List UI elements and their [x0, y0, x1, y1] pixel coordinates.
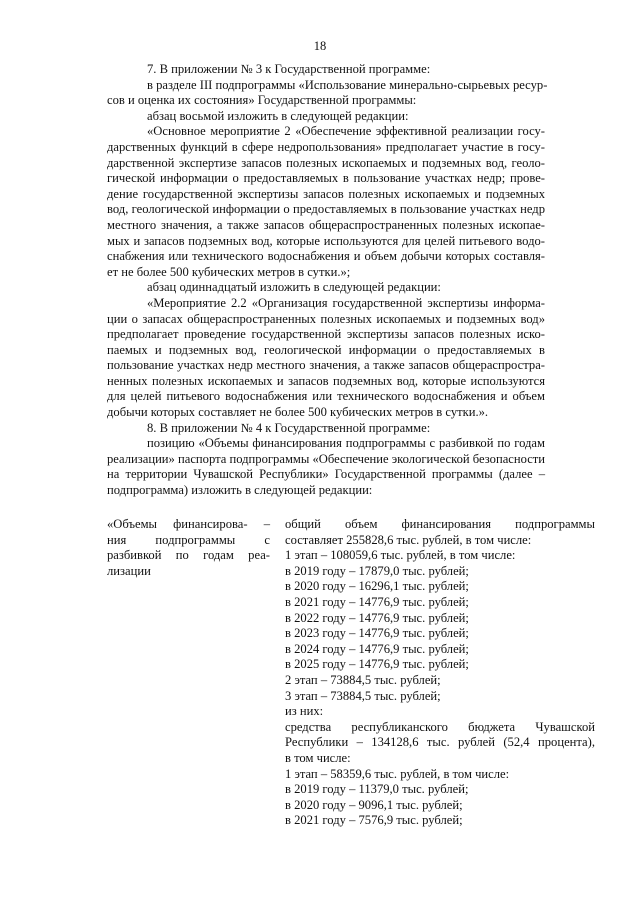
body-line: «Мероприятие 2.2 «Организация государственной экспертизы информа-: [147, 295, 545, 310]
table-value-line: составляет 255828,6 тыс. рублей, в том числе:: [285, 532, 532, 547]
table-value-line: в том числе:: [285, 750, 351, 765]
financing-table-value-column: [285, 517, 595, 829]
body-line: дарственных функций в сфере недропользования» предполагает участие в госу-: [107, 139, 545, 154]
body-line: паемых и подземных вод, геологической информации о предоставляемых в: [107, 342, 545, 357]
table-label-line: «Объемы финансирова- –: [107, 517, 270, 531]
body-line: для целей питьевого водоснабжения или технического водоснабжения и объем: [107, 389, 545, 404]
body-line: абзац восьмой изложить в следующей редакции:: [147, 108, 409, 123]
table-value-line: 1 этап – 108059,6 тыс. рублей, в том числе:: [285, 548, 516, 563]
table-value-line: в 2022 году – 14776,9 тыс. рублей;: [285, 610, 469, 625]
body-line: «Основное мероприятие 2 «Обеспечение эффективной реализации госу-: [147, 124, 545, 139]
table-value-line: в 2019 году – 17879,0 тыс. рублей;: [285, 563, 469, 578]
table-value-line: в 2021 году – 7576,9 тыс. рублей;: [285, 813, 463, 828]
body-line: дарственной экспертизе запасов полезных ископаемых и подземных вод, геоло-: [107, 155, 545, 170]
page-number: 18: [313, 39, 327, 53]
body-line: добычи которых составляет не более 500 кубических метров в сутки.».: [107, 405, 489, 420]
body-line: 8. В приложении № 4 к Государственной программе:: [147, 420, 431, 435]
body-line: дение государственной экспертизы запасов полезных ископаемых и подземных: [107, 186, 545, 201]
table-value-line: в 2023 году – 14776,9 тыс. рублей;: [285, 626, 469, 641]
body-text: [107, 62, 548, 499]
body-line: 7. В приложении № 3 к Государственной программе:: [147, 62, 431, 76]
table-value-line: Республики – 134128,6 тыс. рублей (52,4 процента),: [285, 735, 595, 750]
table-value-line: 3 этап – 73884,5 тыс. рублей;: [285, 688, 441, 703]
body-line: ции о запасах общераспространенных полезных ископаемых и подземных вод»: [107, 311, 545, 326]
table-value-line: в 2019 году – 11379,0 тыс. рублей;: [285, 782, 469, 797]
table-value-line: в 2025 году – 14776,9 тыс. рублей;: [285, 657, 469, 672]
table-value-line: в 2021 году – 14776,9 тыс. рублей;: [285, 594, 469, 609]
body-line: в разделе III подпрограммы «Использование минерально-сырьевых ресур-: [147, 77, 548, 92]
body-line: пользование участках недр местного значения, а также запасов общераспростра-: [107, 358, 545, 373]
body-line: вод, геологической информации о предоставляемых в пользование участках недр: [107, 202, 545, 217]
table-label-line: разбивкой по годам реа-: [107, 548, 270, 563]
body-line: сов и оценка их состояния» Государственной программы:: [107, 93, 417, 108]
body-line: реализации» паспорта подпрограммы «Обеспечение экологической безопасности: [107, 451, 546, 466]
table-value-line: средства республиканского бюджета Чувашской: [285, 719, 595, 734]
body-line: ненных полезных ископаемых и запасов подземных вод, которые используются: [107, 373, 545, 388]
body-line: местного значения, а также запасов общераспространенных полезных ископае-: [107, 217, 545, 232]
table-value-line: из них:: [285, 704, 324, 719]
body-line: позицию «Объемы финансирования подпрограммы с разбивкой по годам: [147, 436, 545, 451]
table-value-line: в 2020 году – 16296,1 тыс. рублей;: [285, 579, 469, 594]
body-line: гической информации о предоставляемых в пользование участках недр; прове-: [107, 171, 545, 186]
table-label-line: ния подпрограммы с: [107, 532, 270, 547]
table-value-line: 1 этап – 58359,6 тыс. рублей, в том числе:: [285, 766, 510, 781]
body-line: на территории Чувашской Республики» Государственной программы (далее –: [107, 467, 545, 482]
body-line: предполагает проведение государственной экспертизы запасов полезных иско-: [107, 327, 545, 342]
table-value-line: 2 этап – 73884,5 тыс. рублей;: [285, 672, 441, 687]
financing-table-label-column: [107, 517, 270, 579]
table-value-line: в 2020 году – 9096,1 тыс. рублей;: [285, 797, 463, 812]
body-line: ет не более 500 кубических метров в сутки.»;: [107, 264, 351, 279]
body-line: мых и запасов подземных вод, которые используются для целей питьевого водо-: [107, 233, 545, 248]
body-line: подпрограмма) изложить в следующей редакции:: [107, 483, 373, 498]
table-label-line: лизации: [107, 563, 151, 578]
body-line: абзац одиннадцатый изложить в следующей редакции:: [147, 280, 441, 295]
table-value-line: в 2024 году – 14776,9 тыс. рублей;: [285, 641, 469, 656]
body-line: снабжения или технического водоснабжения и объем добычи которых составля-: [107, 249, 545, 264]
table-value-line: общий объем финансирования подпрограммы: [285, 517, 595, 531]
